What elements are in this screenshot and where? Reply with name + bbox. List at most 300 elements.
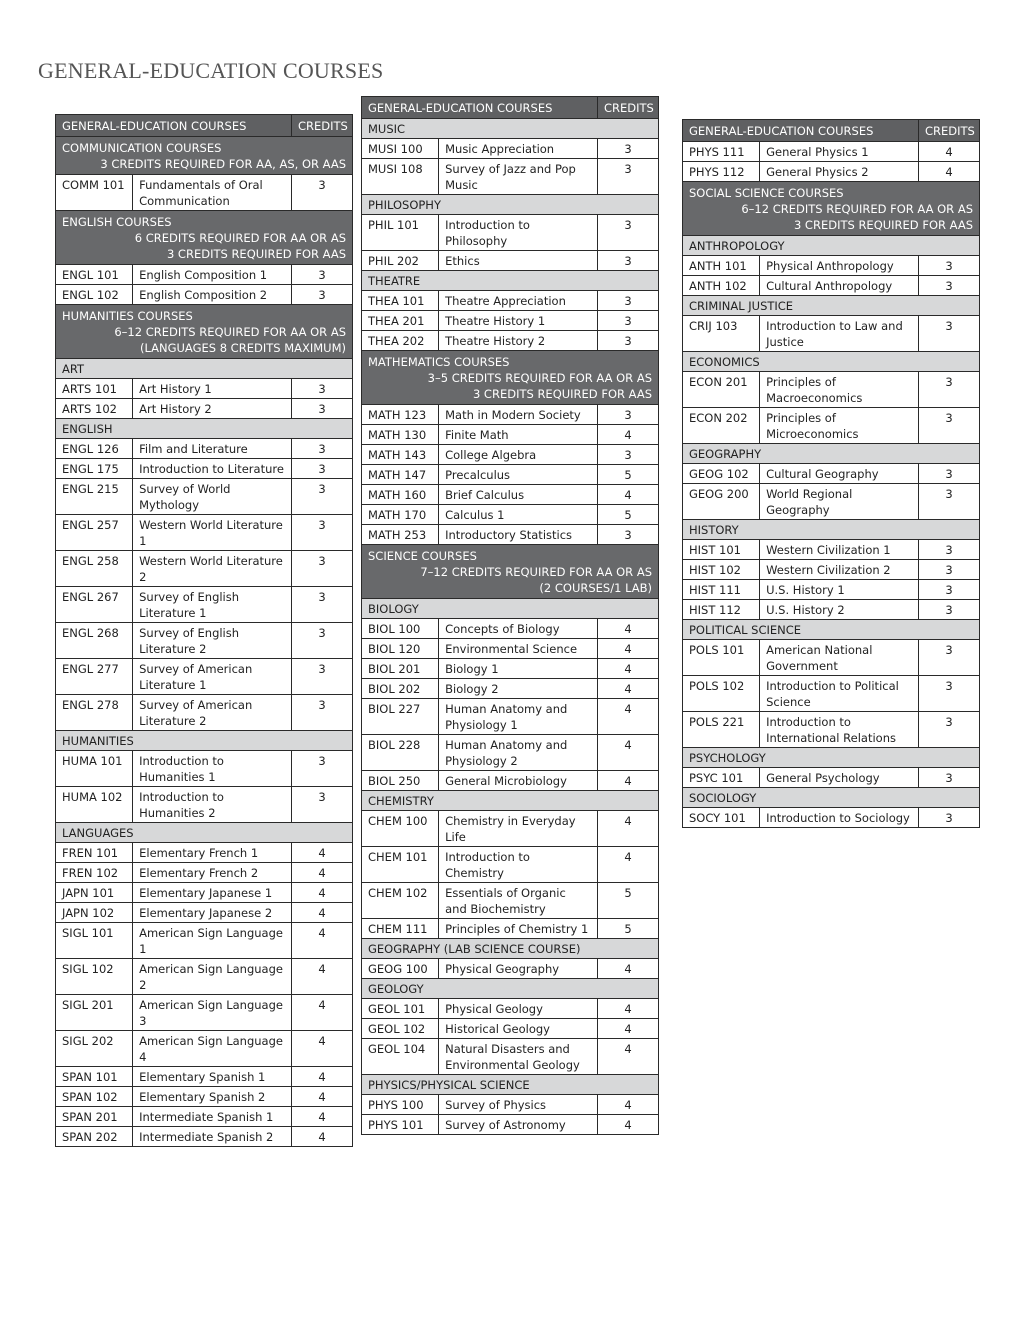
course-name: Introduction to Philosophy xyxy=(439,215,598,251)
course-row xyxy=(362,465,659,485)
course-code: HIST 112 xyxy=(683,600,760,620)
course-credits: 3 xyxy=(918,768,979,788)
course-code: MATH 130 xyxy=(362,425,439,445)
course-credits: 3 xyxy=(918,464,979,484)
subject-label: GEOLOGY xyxy=(362,979,659,999)
subject-label: GEOGRAPHY xyxy=(683,444,980,464)
course-code: GEOG 102 xyxy=(683,464,760,484)
course-row xyxy=(56,265,353,285)
course-name: General Physics 1 xyxy=(760,142,919,162)
subject-label: PHILOSOPHY xyxy=(362,195,659,215)
course-name: Finite Math xyxy=(439,425,598,445)
course-code: SIGL 101 xyxy=(56,923,133,959)
course-code: HUMA 101 xyxy=(56,751,133,787)
course-credits: 3 xyxy=(597,139,658,159)
group-requirement: 3 CREDITS REQUIRED FOR AA, AS, OR AAS xyxy=(100,157,346,171)
course-name: Intermediate Spanish 1 xyxy=(133,1107,292,1127)
group-header xyxy=(362,351,659,405)
course-row xyxy=(56,551,353,587)
course-name: Essentials of Organic and Biochemistry xyxy=(439,883,598,919)
course-row xyxy=(362,1019,659,1039)
course-credits: 3 xyxy=(291,751,352,787)
course-row xyxy=(683,316,980,352)
course-name: Physical Geography xyxy=(439,959,598,979)
course-code: ENGL 215 xyxy=(56,479,133,515)
course-row xyxy=(56,787,353,823)
course-code: ENGL 267 xyxy=(56,587,133,623)
course-code: SPAN 202 xyxy=(56,1127,133,1147)
course-code: ENGL 175 xyxy=(56,459,133,479)
course-credits: 3 xyxy=(918,316,979,352)
course-name: Art History 2 xyxy=(133,399,292,419)
header-course-label: GENERAL-EDUCATION COURSES xyxy=(683,120,919,142)
course-name: Western Civilization 2 xyxy=(760,560,919,580)
subject-label: HISTORY xyxy=(683,520,980,540)
course-name: Survey of American Literature 2 xyxy=(133,695,292,731)
course-name: Survey of English Literature 2 xyxy=(133,623,292,659)
group-header xyxy=(56,211,353,265)
course-code: FREN 102 xyxy=(56,863,133,883)
course-row xyxy=(362,771,659,791)
course-row xyxy=(362,331,659,351)
course-name: Elementary French 2 xyxy=(133,863,292,883)
course-name: World Regional Geography xyxy=(760,484,919,520)
course-row xyxy=(362,699,659,735)
subject-header-row xyxy=(683,748,980,768)
course-name: Theatre History 2 xyxy=(439,331,598,351)
header-credits-label: CREDITS xyxy=(597,97,658,119)
course-code: MATH 123 xyxy=(362,405,439,425)
course-code: PSYC 101 xyxy=(683,768,760,788)
subject-label: SOCIOLOGY xyxy=(683,788,980,808)
course-code: ANTH 102 xyxy=(683,276,760,296)
course-name: Historical Geology xyxy=(439,1019,598,1039)
course-credits: 3 xyxy=(918,256,979,276)
course-credits: 4 xyxy=(291,843,352,863)
course-code: SPAN 102 xyxy=(56,1087,133,1107)
course-name: General Psychology xyxy=(760,768,919,788)
course-credits: 3 xyxy=(597,445,658,465)
course-table-3 xyxy=(682,119,980,828)
course-table-2 xyxy=(361,96,659,1135)
course-row xyxy=(56,459,353,479)
course-code: PHYS 100 xyxy=(362,1095,439,1115)
course-code: ENGL 278 xyxy=(56,695,133,731)
course-code: ENGL 257 xyxy=(56,515,133,551)
course-code: CHEM 102 xyxy=(362,883,439,919)
course-credits: 3 xyxy=(291,659,352,695)
course-name: Survey of American Literature 1 xyxy=(133,659,292,695)
course-credits: 5 xyxy=(597,465,658,485)
header-course-label: GENERAL-EDUCATION COURSES xyxy=(56,115,292,137)
subject-header-row xyxy=(56,359,353,379)
course-name: Art History 1 xyxy=(133,379,292,399)
course-row xyxy=(56,1031,353,1067)
group-requirement: 3 CREDITS REQUIRED FOR AAS xyxy=(472,387,652,401)
group-title: COMMUNICATION COURSES xyxy=(62,141,222,155)
course-name: Cultural Anthropology xyxy=(760,276,919,296)
subject-label: ART xyxy=(56,359,353,379)
group-header xyxy=(56,305,353,359)
subject-label: HUMANITIES xyxy=(56,731,353,751)
course-code: ECON 201 xyxy=(683,372,760,408)
group-header-row xyxy=(362,545,659,599)
course-name: Natural Disasters and Environmental Geology xyxy=(439,1039,598,1075)
subject-header-row xyxy=(683,296,980,316)
course-credits: 3 xyxy=(597,215,658,251)
group-requirement: 7–12 CREDITS REQUIRED FOR AA OR AS xyxy=(420,565,652,579)
group-header-row xyxy=(56,305,353,359)
course-code: CHEM 111 xyxy=(362,919,439,939)
course-code: SOCY 101 xyxy=(683,808,760,828)
course-credits: 5 xyxy=(597,505,658,525)
course-row xyxy=(683,600,980,620)
course-name: English Composition 1 xyxy=(133,265,292,285)
subject-label: ECONOMICS xyxy=(683,352,980,372)
table-header-row xyxy=(56,115,353,137)
subject-header-row xyxy=(362,599,659,619)
subject-label: CRIMINAL JUSTICE xyxy=(683,296,980,316)
subject-label: CHEMISTRY xyxy=(362,791,659,811)
course-credits: 3 xyxy=(918,580,979,600)
group-title: ENGLISH COURSES xyxy=(62,215,172,229)
group-header-row xyxy=(56,137,353,175)
course-credits: 4 xyxy=(918,142,979,162)
course-code: POLS 221 xyxy=(683,712,760,748)
course-code: MATH 160 xyxy=(362,485,439,505)
subject-label: ENGLISH xyxy=(56,419,353,439)
course-row xyxy=(362,811,659,847)
course-name: Elementary Japanese 2 xyxy=(133,903,292,923)
course-name: Introduction to Political Science xyxy=(760,676,919,712)
subject-header-row xyxy=(683,444,980,464)
course-credits: 3 xyxy=(597,159,658,195)
course-credits: 3 xyxy=(291,623,352,659)
course-row xyxy=(362,505,659,525)
course-name: Math in Modern Society xyxy=(439,405,598,425)
group-title: SOCIAL SCIENCE COURSES xyxy=(689,186,844,200)
course-credits: 4 xyxy=(597,1115,658,1135)
course-name: Film and Literature xyxy=(133,439,292,459)
course-code: PHYS 112 xyxy=(683,162,760,182)
group-header-row xyxy=(683,182,980,236)
course-row xyxy=(362,1115,659,1135)
course-code: MATH 147 xyxy=(362,465,439,485)
course-name: Survey of Astronomy xyxy=(439,1115,598,1135)
course-credits: 4 xyxy=(291,863,352,883)
course-credits: 3 xyxy=(918,676,979,712)
course-credits: 3 xyxy=(918,808,979,828)
course-row xyxy=(683,256,980,276)
course-code: BIOL 120 xyxy=(362,639,439,659)
course-row xyxy=(683,580,980,600)
course-row xyxy=(56,903,353,923)
course-row xyxy=(362,159,659,195)
course-credits: 3 xyxy=(291,285,352,305)
course-code: JAPN 101 xyxy=(56,883,133,903)
course-code: HIST 101 xyxy=(683,540,760,560)
course-name: Survey of Jazz and Pop Music xyxy=(439,159,598,195)
course-name: Survey of English Literature 1 xyxy=(133,587,292,623)
course-code: SIGL 102 xyxy=(56,959,133,995)
course-credits: 4 xyxy=(597,1019,658,1039)
course-row xyxy=(362,251,659,271)
course-name: Calculus 1 xyxy=(439,505,598,525)
course-code: PHIL 101 xyxy=(362,215,439,251)
group-title: SCIENCE COURSES xyxy=(368,549,477,563)
course-name: American Sign Language 4 xyxy=(133,1031,292,1067)
course-credits: 3 xyxy=(597,525,658,545)
subject-label: PHYSICS/PHYSICAL SCIENCE xyxy=(362,1075,659,1095)
subject-header-row xyxy=(56,823,353,843)
course-name: American Sign Language 3 xyxy=(133,995,292,1031)
course-code: ENGL 126 xyxy=(56,439,133,459)
course-row xyxy=(683,768,980,788)
course-code: POLS 102 xyxy=(683,676,760,712)
course-name: Theatre Appreciation xyxy=(439,291,598,311)
course-row xyxy=(362,1095,659,1115)
course-name: Elementary Spanish 1 xyxy=(133,1067,292,1087)
course-code: SIGL 202 xyxy=(56,1031,133,1067)
course-row xyxy=(683,712,980,748)
course-code: GEOG 100 xyxy=(362,959,439,979)
course-name: Introduction to Literature xyxy=(133,459,292,479)
course-name: Principles of Microeconomics xyxy=(760,408,919,444)
course-credits: 4 xyxy=(597,735,658,771)
course-code: GEOL 102 xyxy=(362,1019,439,1039)
subject-header-row xyxy=(362,939,659,959)
course-credits: 5 xyxy=(597,883,658,919)
group-requirement: 3 CREDITS REQUIRED FOR AAS xyxy=(166,247,346,261)
subject-header-row xyxy=(362,791,659,811)
subject-label: GEOGRAPHY (LAB SCIENCE COURSE) xyxy=(362,939,659,959)
course-code: ARTS 101 xyxy=(56,379,133,399)
group-header-row xyxy=(56,211,353,265)
course-code: MATH 253 xyxy=(362,525,439,545)
course-credits: 3 xyxy=(918,560,979,580)
course-row xyxy=(56,1107,353,1127)
course-credits: 4 xyxy=(291,1087,352,1107)
course-row xyxy=(362,619,659,639)
subject-header-row xyxy=(683,352,980,372)
course-credits: 3 xyxy=(597,311,658,331)
course-code: MUSI 100 xyxy=(362,139,439,159)
group-header xyxy=(56,137,353,175)
course-row xyxy=(362,1039,659,1075)
course-code: BIOL 202 xyxy=(362,679,439,699)
course-credits: 4 xyxy=(597,959,658,979)
subject-header-row xyxy=(56,731,353,751)
course-code: BIOL 100 xyxy=(362,619,439,639)
subject-header-row xyxy=(362,195,659,215)
header-course-label: GENERAL-EDUCATION COURSES xyxy=(362,97,598,119)
course-credits: 4 xyxy=(597,699,658,735)
course-credits: 3 xyxy=(291,459,352,479)
course-credits: 3 xyxy=(291,379,352,399)
course-credits: 3 xyxy=(597,331,658,351)
course-name: Intermediate Spanish 2 xyxy=(133,1127,292,1147)
course-row xyxy=(56,843,353,863)
course-code: PHYS 101 xyxy=(362,1115,439,1135)
course-code: BIOL 227 xyxy=(362,699,439,735)
course-code: COMM 101 xyxy=(56,175,133,211)
course-name: Elementary French 1 xyxy=(133,843,292,863)
course-code: MUSI 108 xyxy=(362,159,439,195)
course-name: Fundamentals of Oral Communication xyxy=(133,175,292,211)
course-code: SPAN 101 xyxy=(56,1067,133,1087)
course-credits: 4 xyxy=(597,639,658,659)
group-requirement: 6–12 CREDITS REQUIRED FOR AA OR AS xyxy=(114,325,346,339)
course-credits: 4 xyxy=(291,1031,352,1067)
course-name: Human Anatomy and Physiology 2 xyxy=(439,735,598,771)
course-row xyxy=(362,311,659,331)
course-row xyxy=(362,525,659,545)
course-name: Introduction to Humanities 1 xyxy=(133,751,292,787)
course-row xyxy=(683,640,980,676)
course-code: ENGL 268 xyxy=(56,623,133,659)
table-header-row xyxy=(683,120,980,142)
course-name: Introduction to Humanities 2 xyxy=(133,787,292,823)
course-code: ENGL 102 xyxy=(56,285,133,305)
course-name: Survey of Physics xyxy=(439,1095,598,1115)
course-row xyxy=(683,808,980,828)
course-name: Concepts of Biology xyxy=(439,619,598,639)
group-requirement: 6 CREDITS REQUIRED FOR AA OR AS xyxy=(134,231,346,245)
course-name: Western Civilization 1 xyxy=(760,540,919,560)
subject-label: ANTHROPOLOGY xyxy=(683,236,980,256)
group-header-row xyxy=(362,351,659,405)
course-credits: 3 xyxy=(291,265,352,285)
course-row xyxy=(362,679,659,699)
course-code: CHEM 100 xyxy=(362,811,439,847)
course-name: Biology 1 xyxy=(439,659,598,679)
course-credits: 3 xyxy=(291,439,352,459)
course-credits: 4 xyxy=(291,1067,352,1087)
subject-header-row xyxy=(362,119,659,139)
subject-header-row xyxy=(683,236,980,256)
course-name: College Algebra xyxy=(439,445,598,465)
course-credits: 3 xyxy=(291,175,352,211)
course-row xyxy=(56,1067,353,1087)
course-name: Chemistry in Everyday Life xyxy=(439,811,598,847)
course-name: Cultural Geography xyxy=(760,464,919,484)
course-code: GEOL 104 xyxy=(362,1039,439,1075)
course-name: Biology 2 xyxy=(439,679,598,699)
course-name: Ethics xyxy=(439,251,598,271)
course-credits: 3 xyxy=(918,276,979,296)
course-name: U.S. History 2 xyxy=(760,600,919,620)
course-credits: 4 xyxy=(597,999,658,1019)
course-row xyxy=(683,372,980,408)
course-row xyxy=(683,408,980,444)
subject-header-row xyxy=(683,788,980,808)
course-credits: 4 xyxy=(291,923,352,959)
subject-label: LANGUAGES xyxy=(56,823,353,843)
course-name: Introduction to Chemistry xyxy=(439,847,598,883)
course-name: American Sign Language 2 xyxy=(133,959,292,995)
course-row xyxy=(683,560,980,580)
course-code: ANTH 101 xyxy=(683,256,760,276)
course-credits: 3 xyxy=(918,372,979,408)
course-name: General Microbiology xyxy=(439,771,598,791)
course-credits: 3 xyxy=(291,399,352,419)
course-credits: 4 xyxy=(291,1127,352,1147)
course-name: Music Appreciation xyxy=(439,139,598,159)
course-name: Western World Literature 2 xyxy=(133,551,292,587)
course-code: THEA 201 xyxy=(362,311,439,331)
header-credits-label: CREDITS xyxy=(291,115,352,137)
group-requirement: 6–12 CREDITS REQUIRED FOR AA OR AS xyxy=(741,202,973,216)
course-credits: 3 xyxy=(918,640,979,676)
course-name: American Sign Language 1 xyxy=(133,923,292,959)
course-credits: 3 xyxy=(597,251,658,271)
course-credits: 3 xyxy=(918,712,979,748)
course-code: PHYS 111 xyxy=(683,142,760,162)
course-code: MATH 170 xyxy=(362,505,439,525)
course-name: Theatre History 1 xyxy=(439,311,598,331)
course-row xyxy=(56,175,353,211)
course-name: Elementary Spanish 2 xyxy=(133,1087,292,1107)
course-code: HIST 102 xyxy=(683,560,760,580)
course-row xyxy=(56,695,353,731)
course-row xyxy=(56,751,353,787)
subject-header-row xyxy=(362,271,659,291)
course-name: Environmental Science xyxy=(439,639,598,659)
course-row xyxy=(362,485,659,505)
course-name: Human Anatomy and Physiology 1 xyxy=(439,699,598,735)
course-credits: 4 xyxy=(597,847,658,883)
course-credits: 3 xyxy=(291,479,352,515)
course-code: THEA 101 xyxy=(362,291,439,311)
course-credits: 3 xyxy=(918,540,979,560)
course-code: BIOL 228 xyxy=(362,735,439,771)
course-name: Introduction to Law and Justice xyxy=(760,316,919,352)
course-name: Survey of World Mythology xyxy=(133,479,292,515)
course-name: Physical Anthropology xyxy=(760,256,919,276)
course-code: SIGL 201 xyxy=(56,995,133,1031)
group-header xyxy=(683,182,980,236)
course-row xyxy=(56,379,353,399)
subject-label: PSYCHOLOGY xyxy=(683,748,980,768)
course-row xyxy=(362,735,659,771)
course-table-1 xyxy=(55,114,353,1147)
course-credits: 4 xyxy=(291,1107,352,1127)
course-row xyxy=(683,484,980,520)
course-row xyxy=(56,883,353,903)
subject-header-row xyxy=(683,520,980,540)
course-code: ARTS 102 xyxy=(56,399,133,419)
course-credits: 4 xyxy=(597,771,658,791)
subject-label: THEATRE xyxy=(362,271,659,291)
course-row xyxy=(56,515,353,551)
group-header xyxy=(362,545,659,599)
subject-header-row xyxy=(56,419,353,439)
course-credits: 4 xyxy=(597,811,658,847)
course-credits: 5 xyxy=(597,919,658,939)
course-code: THEA 202 xyxy=(362,331,439,351)
course-name: Physical Geology xyxy=(439,999,598,1019)
course-row xyxy=(56,863,353,883)
course-credits: 4 xyxy=(597,425,658,445)
course-row xyxy=(683,162,980,182)
course-credits: 3 xyxy=(597,291,658,311)
course-row xyxy=(56,285,353,305)
group-requirement: 3–5 CREDITS REQUIRED FOR AA OR AS xyxy=(427,371,652,385)
subject-label: BIOLOGY xyxy=(362,599,659,619)
course-row xyxy=(56,923,353,959)
group-requirement: (LANGUAGES 8 CREDITS MAXIMUM) xyxy=(139,341,346,355)
course-row xyxy=(56,1127,353,1147)
